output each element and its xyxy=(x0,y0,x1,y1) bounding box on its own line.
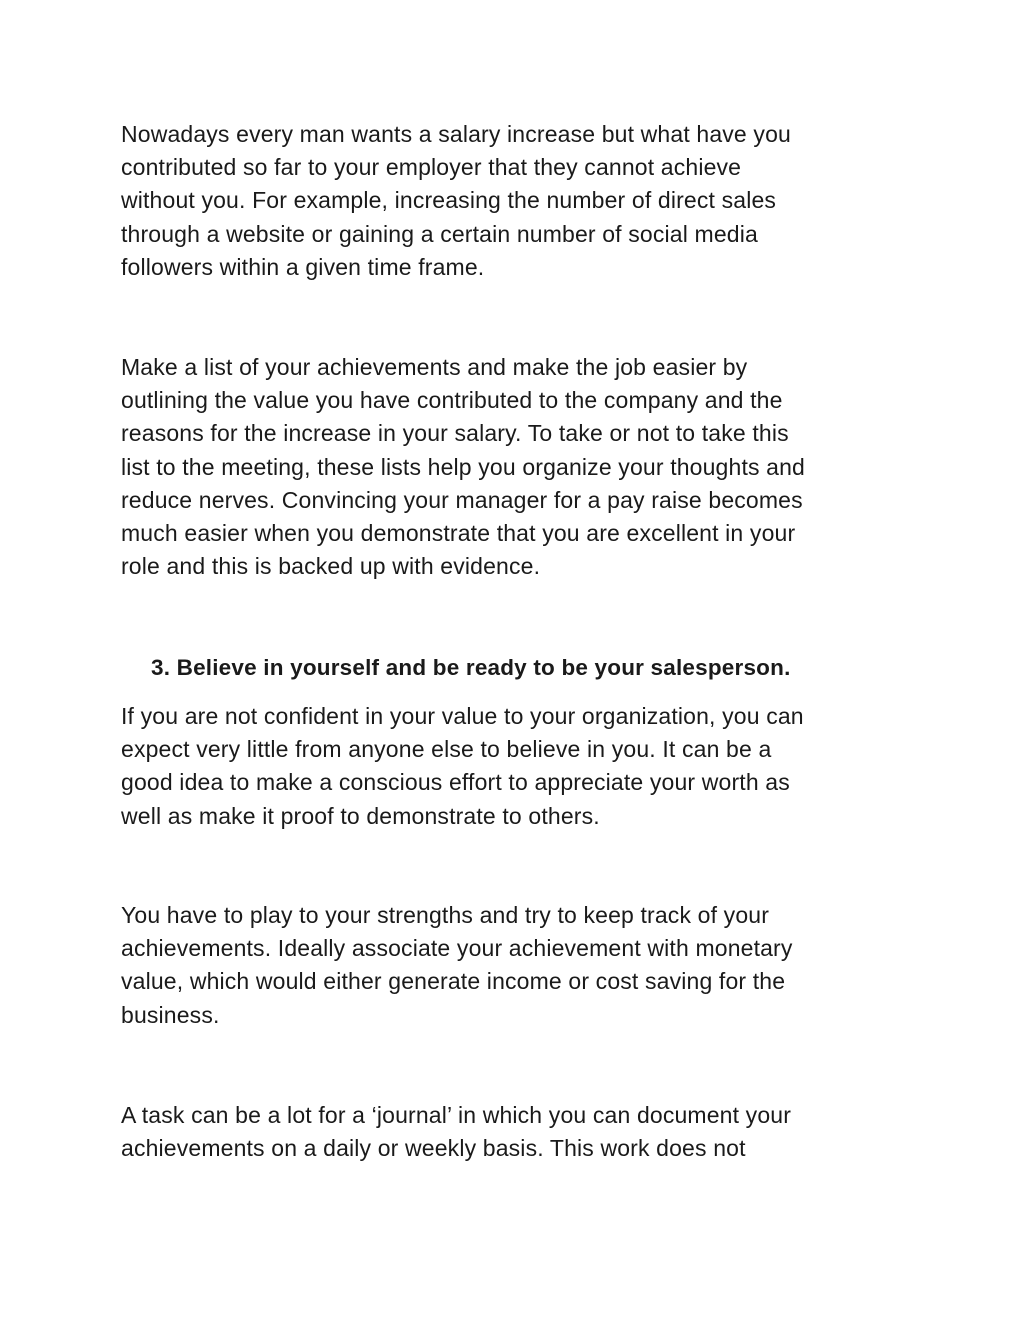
body-paragraph-2: Make a list of your achievements and make the job easier by outlining the value you have contributed to the company and the reasons for the increase in your salary. To take or not to take this list to the meeting, these lists help you organize your thoughts and reduce nerves. Convincing your manager for a pay raise becomes much easier when you demonstrate that you are excellent in your role and this is backed up with evidence. xyxy=(121,354,805,580)
body-paragraph-1: Nowadays every man wants a salary increase but what have you contributed so far to your employer that they cannot achieve without you. For example, increasing the number of direct sales through a website or gaining a certain number of social media followers within a given time frame. xyxy=(121,121,791,280)
body-paragraph-3: If you are not confident in your value to your organization, you can expect very little from anyone else to believe in you. It can be a good idea to make a conscious effort to appreciate your worth as well as make it proof to demonstrate to others. xyxy=(121,703,804,829)
body-paragraph-5: A task can be a lot for a ‘journal’ in which you can document your achievements on a daily or weekly basis. This work does not xyxy=(121,1102,792,1162)
body-paragraph-4: You have to play to your strengths and try to keep track of your achievements. Ideally associate your achievement with monetary value, which would either generate income or cost saving for the business. xyxy=(121,902,793,1028)
section-heading-3: 3. Believe in yourself and be ready to be your salesperson. xyxy=(151,655,791,680)
